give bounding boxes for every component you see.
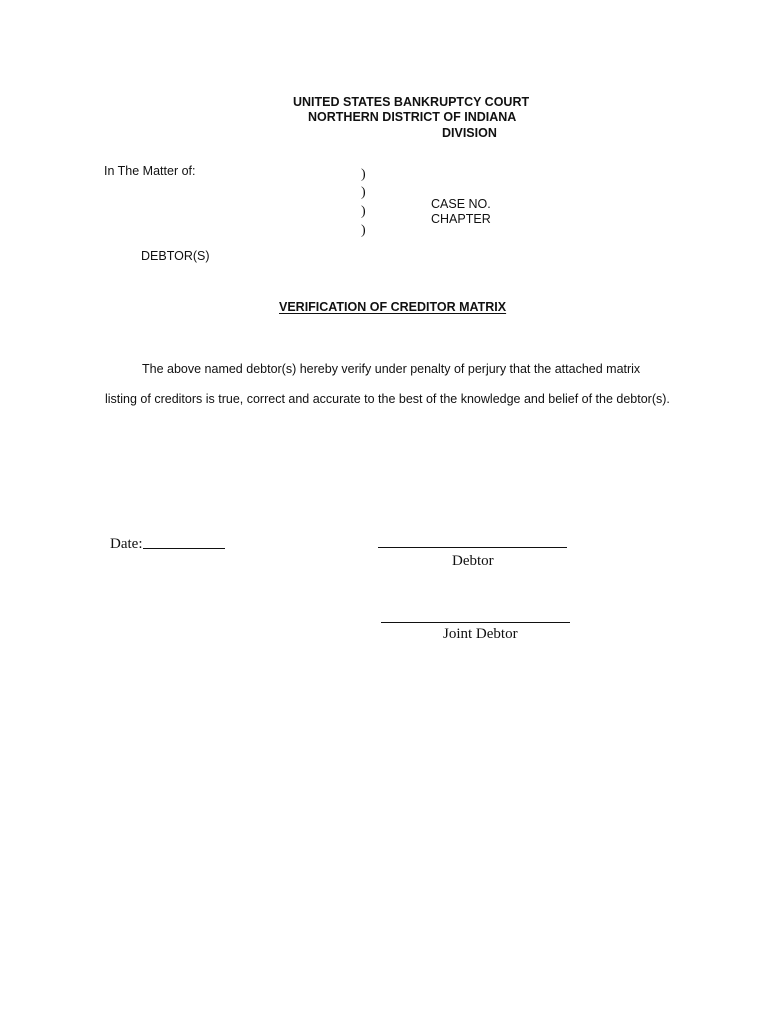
court-district: NORTHERN DISTRICT OF INDIANA (308, 110, 517, 124)
caption-paren: ) (361, 204, 366, 219)
caption-paren: ) (361, 185, 366, 200)
joint-debtor-signature-line (381, 622, 570, 623)
in-the-matter-label: In The Matter of: (104, 164, 196, 178)
verification-text-line2: listing of creditors is true, correct and accurate to the best of the knowledge and belief of the debtor(s). (105, 392, 670, 406)
debtors-label: DEBTOR(S) (141, 249, 210, 263)
chapter-label: CHAPTER (431, 212, 491, 226)
court-name: UNITED STATES BANKRUPTCY COURT (293, 95, 530, 109)
debtor-label: Debtor (452, 553, 494, 569)
debtor-signature-line (378, 547, 567, 548)
date-label: Date: (110, 536, 143, 552)
date-signature-line (143, 548, 225, 549)
caption-paren: ) (361, 167, 366, 182)
case-no-label: CASE NO. (431, 197, 491, 211)
court-division: DIVISION (442, 126, 497, 140)
document-title: VERIFICATION OF CREDITOR MATRIX (279, 300, 507, 314)
verification-text-line1: The above named debtor(s) hereby verify under penalty of perjury that the attached matrix (142, 362, 641, 376)
joint-debtor-label: Joint Debtor (443, 626, 518, 642)
caption-paren: ) (361, 223, 366, 238)
